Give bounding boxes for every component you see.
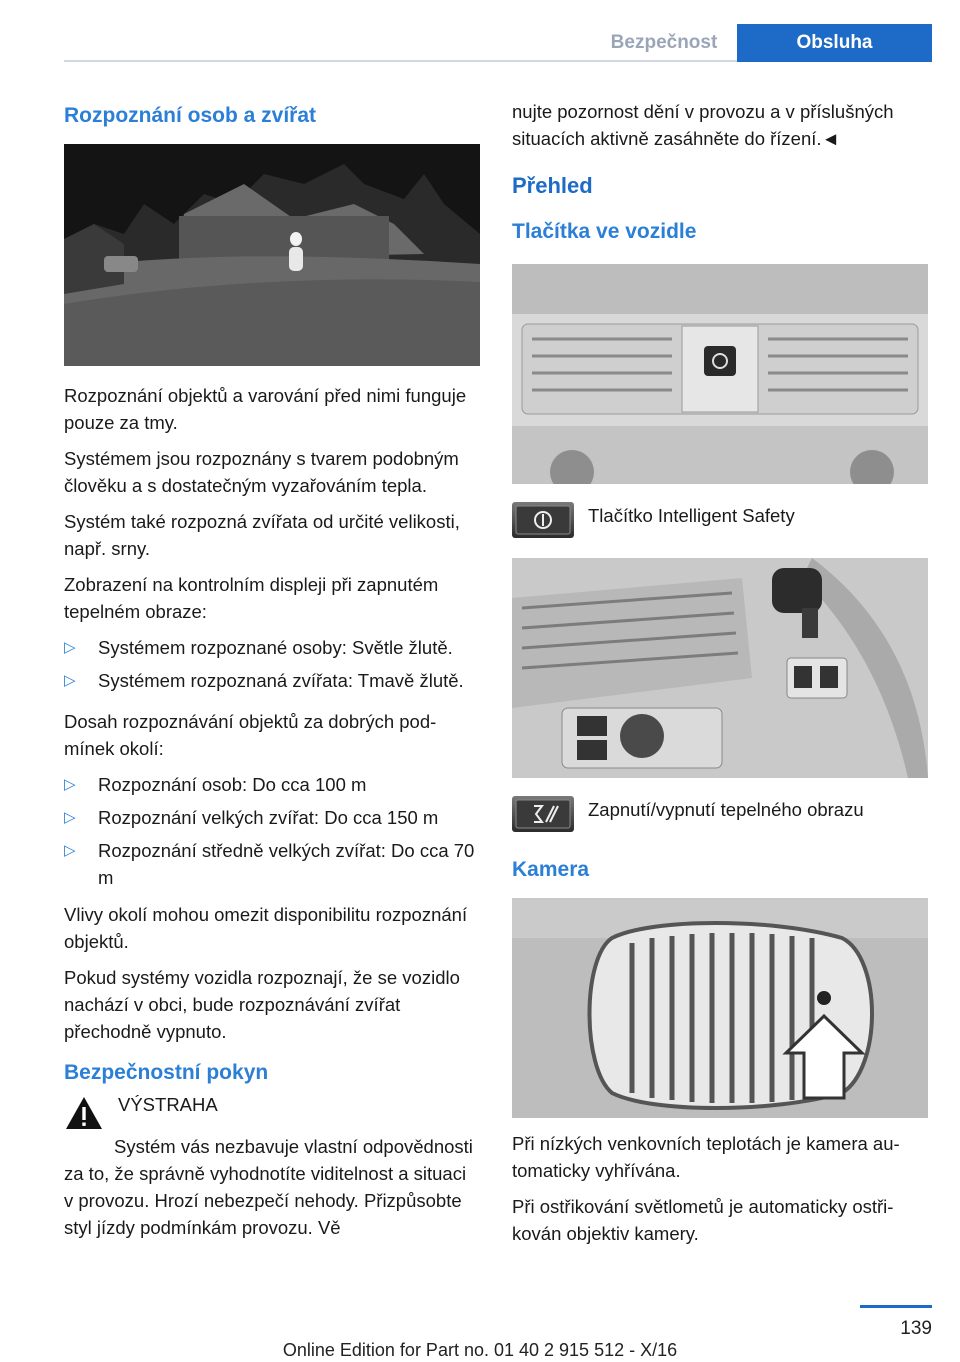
paragraph-6: Vlivy okolí mohou omezit disponibilitu rozpoznání objektů. [64,904,468,952]
paragraph-5: Dosah rozpoznávání objektů za dobrých podmínek okolí: [64,711,437,759]
paragraph-1: Rozpoznání objektů a varování před nimi funguje pouze za tmy. [64,385,467,433]
left-column [64,98,480,1250]
camera-paragraph-1: Při nízkých venkovních teplotách je kamera automaticky vyhřívána. [512,1133,900,1181]
camera-grille-image [512,898,928,1118]
list-item: ▷ Systémem rozpoznaná zvířata: Tmavě žlutě. [64,667,480,694]
intelligent-safety-row [512,502,928,538]
intelligent-safety-icon [512,502,574,538]
intelligent-safety-label: Tlačítko Intelligent Safety [588,505,795,526]
paragraph-2: Systémem jsou rozpoznány s tvarem podobným člověku a s dostatečným vyzařováním tepla. [64,448,459,496]
footer-rule [860,1305,932,1308]
paragraph-3: Systém také rozpozná zvířata od určité velikosti, např. srny. [64,511,460,559]
warning-text: Systém vás nezbavuje vlastní odpovědnosti za to, že správně vyhodnotíte viditelnost a situaci v provozu. Hrozí nebezpečí nehody. Přizpůsobte styl jízdy podmínkám provozu. Vě [64,1136,473,1238]
dashboard-button-image [512,264,928,484]
thermal-image-label: Zapnutí/vypnutí tepelného obrazu [588,799,864,820]
range-list [64,771,480,891]
light-switch-image [512,558,928,778]
paragraph-7: Pokud systémy vozidla rozpoznají, že se vozidlo nachází v obci, bude rozpoznávání zvířat přechodně vypnuto. [64,967,460,1042]
thermal-image-icon [512,796,574,832]
safety-title: Bezpečnostní pokyn [64,1061,269,1084]
warning-label: VÝSTRAHA [118,1094,218,1115]
overview-title: Přehled [512,173,593,198]
warning-block [64,1091,480,1133]
warning-triangle-icon [64,1093,104,1133]
night-vision-image [64,144,480,366]
camera-paragraph-2: Při ostřikování světlometů je automaticky ostřikován objektiv kamery. [512,1196,894,1244]
list-item: ▷ Rozpoznání velkých zvířat: Do cca 150 m [64,804,480,831]
paragraph-4: Zobrazení na kontrolním displeji při zapnutém tepelném obraze: [64,574,439,622]
header-section-label: Bezpečnost [610,32,718,53]
edition-note: Online Edition for Part no. 01 40 2 915 512 - X/16 [282,1340,678,1360]
display-colors-list [64,634,480,694]
right-column [512,98,928,1256]
header-chapter-tab: Obsluha [737,24,932,62]
list-item: ▷ Rozpoznání středně velkých zvířat: Do cca 70 m [64,837,480,891]
list-item: ▷ Systémem rozpoznané osoby: Světle žlutě. [64,634,480,661]
section-title: Rozpoznání osob a zvířat [64,104,317,127]
thermal-image-row [512,796,928,832]
buttons-title: Tlačítka ve vozidle [512,220,697,243]
continued-text: nujte pozornost dění v provozu a v příslušných situacích aktivně zasáhněte do řízení.◄ [512,101,894,149]
page-number: 139 [900,1318,932,1339]
list-item: ▷ Rozpoznání osob: Do cca 100 m [64,771,480,798]
camera-title: Kamera [512,858,590,881]
